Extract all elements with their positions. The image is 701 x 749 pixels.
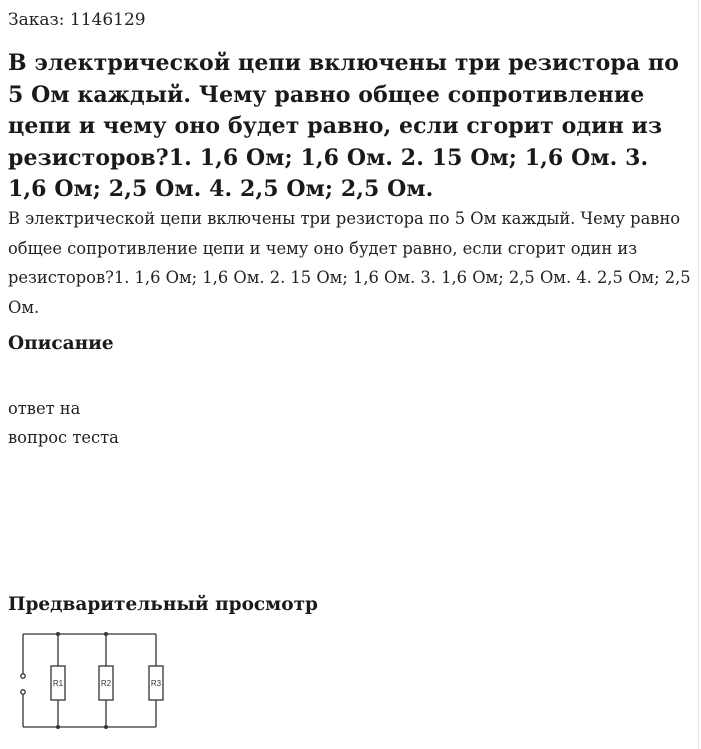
order-number: Заказ: 1146129 [8, 10, 146, 30]
junction-dot [56, 725, 60, 729]
junction-dot [56, 632, 60, 636]
junction-dot [104, 632, 108, 636]
terminal-bottom [21, 690, 25, 694]
preview-image[interactable] [8, 624, 693, 749]
terminal-top [21, 674, 25, 678]
description-heading: Описание [8, 333, 114, 354]
page-title: В электрической цепи включены три резистора по 5 Ом каждый. Чему равно общее сопротивление цепи и чему оно будет равно, если сгорит один из резисторов?1. 1,6 Ом; 1,6 Ом. 2. 15 Ом; 1,6 Ом. 3. 1,6 Ом; 2,5 Ом. 4. 2,5 Ом; 2,5 Ом. [8, 50, 680, 202]
page-edge-divider [698, 0, 699, 749]
resistor-label-r3: R3 [150, 679, 162, 688]
preview-heading: Предварительный просмотр [8, 594, 318, 615]
description-text [8, 394, 308, 452]
description-line-2: вопрос теста [8, 428, 119, 447]
resistor-label-r2: R2 [100, 679, 112, 688]
junction-dot [104, 725, 108, 729]
description-line-1: ответ на [8, 399, 81, 418]
circuit-diagram [8, 624, 208, 749]
question-text: В электрической цепи включены три резистора по 5 Ом каждый. Чему равно общее сопротивление цепи и чему оно будет равно, если сгорит один из резисторов?1. 1,6 Ом; 1,6 Ом. 2. 15 Ом; 1,6 Ом. 3. 1,6 Ом; 2,5 Ом. 4. 2,5 Ом; 2,5 Ом. [8, 209, 691, 317]
resistor-label-r1: R1 [52, 679, 64, 688]
